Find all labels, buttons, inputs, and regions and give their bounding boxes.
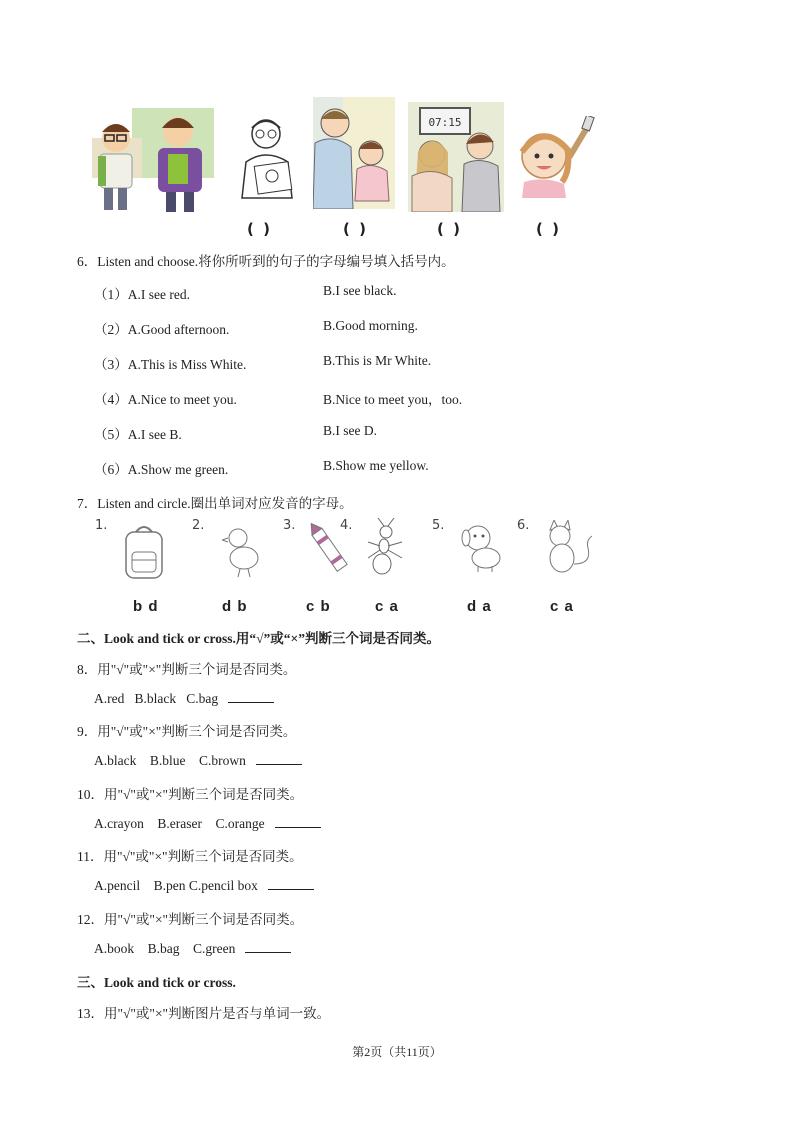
section-3-heading: 三、Look and tick or cross. bbox=[77, 975, 236, 990]
q6-item-1-a: （1）A.I see red. bbox=[94, 287, 190, 302]
bag-icon bbox=[120, 522, 168, 580]
q7-title: 7．Listen and circle.圈出单词对应发音的字母。 bbox=[77, 496, 353, 511]
q12-question: 12．用"√"或"×"判断三个词是否同类。 bbox=[77, 912, 304, 927]
answer-bracket-3[interactable]: ( ) bbox=[437, 220, 462, 238]
q7-letters-3[interactable]: c b bbox=[306, 598, 331, 615]
q12-options bbox=[94, 940, 291, 957]
q8-question: 8．用"√"或"×"判断三个词是否同类。 bbox=[77, 662, 297, 677]
q7-number-6: 6. bbox=[517, 518, 530, 533]
answer-bracket-2[interactable]: ( ) bbox=[343, 220, 368, 238]
dog-icon bbox=[456, 520, 506, 574]
q10-question: 10．用"√"或"×"判断三个词是否同类。 bbox=[77, 787, 304, 802]
page-footer: 第2页（共11页） bbox=[352, 1045, 442, 1059]
q7-number-3: 3. bbox=[283, 518, 296, 533]
q6-item-4-b: B.Nice to meet you，too. bbox=[323, 392, 463, 407]
q9-options-text: A.black B.blue C.brown bbox=[94, 753, 246, 768]
girl-raising-hand-picture bbox=[514, 116, 602, 198]
q6-item-6-a: （6）A.Show me green. bbox=[94, 462, 229, 477]
answer-bracket-1[interactable]: ( ) bbox=[247, 220, 272, 238]
q9-answer-blank[interactable] bbox=[256, 752, 302, 765]
q10-options bbox=[94, 815, 321, 832]
woman-and-girl-picture bbox=[313, 97, 395, 209]
q7-number-2: 2. bbox=[192, 518, 205, 533]
q7-letters-5[interactable]: d a bbox=[467, 598, 492, 615]
q11-question: 11．用"√"或"×"判断三个词是否同类。 bbox=[77, 849, 303, 864]
clock-scene-picture bbox=[408, 102, 504, 212]
q11-options-text: A.pencil B.pen C.pencil box bbox=[94, 878, 258, 893]
q7-letters-4[interactable]: c a bbox=[375, 598, 399, 615]
q6-item-5-a: （5）A.I see B. bbox=[94, 427, 182, 442]
q7-number-5: 5. bbox=[432, 518, 445, 533]
q9-question: 9．用"√"或"×"判断三个词是否同类。 bbox=[77, 724, 297, 739]
q6-item-3-b: B.This is Mr White. bbox=[323, 353, 432, 368]
man-with-drawing-picture bbox=[232, 112, 304, 200]
q8-options bbox=[94, 690, 274, 707]
q7-number-4: 4. bbox=[340, 518, 353, 533]
ant-icon bbox=[364, 518, 406, 578]
q6-item-4-a: （4）A.Nice to meet you. bbox=[94, 392, 237, 407]
q9-options bbox=[94, 752, 302, 769]
q12-answer-blank[interactable] bbox=[245, 940, 291, 953]
q13-question: 13．用"√"或"×"判断图片是否与单词一致。 bbox=[77, 1006, 331, 1021]
q7-letters-1[interactable]: b d bbox=[133, 598, 159, 615]
q8-answer-blank[interactable] bbox=[228, 690, 274, 703]
q6-item-3-a: （3）A.This is Miss White. bbox=[94, 357, 247, 372]
q7-letters-2[interactable]: d b bbox=[222, 598, 248, 615]
answer-bracket-4[interactable]: ( ) bbox=[536, 220, 561, 238]
q11-answer-blank[interactable] bbox=[268, 877, 314, 890]
q7-number-1: 1. bbox=[95, 518, 108, 533]
q6-item-5-b: B.I see D. bbox=[323, 423, 377, 438]
q10-answer-blank[interactable] bbox=[275, 815, 321, 828]
q6-item-1-b: B.I see black. bbox=[323, 283, 397, 298]
cat-icon bbox=[540, 520, 596, 576]
q7-letters-6[interactable]: c a bbox=[550, 598, 574, 615]
q6-item-2-a: （2）A.Good afternoon. bbox=[94, 322, 230, 337]
q8-options-text: A.red B.black C.bag bbox=[94, 691, 219, 706]
crayon-icon bbox=[305, 520, 353, 578]
q6-item-2-b: B.Good morning. bbox=[323, 318, 418, 333]
q6-item-6-b: B.Show me yellow. bbox=[323, 458, 429, 473]
q6-title: 6．Listen and choose.将你所听到的句子的字母编号填入括号内。 bbox=[77, 254, 455, 269]
two-boys-picture bbox=[92, 108, 214, 214]
q10-options-text: A.crayon B.eraser C.orange bbox=[94, 816, 265, 831]
duck-icon bbox=[222, 524, 262, 578]
q11-options bbox=[94, 877, 314, 894]
clock-text: 07:15 bbox=[428, 116, 462, 129]
section-2-heading: 二、Look and tick or cross.用“√”或“×”判断三个词是否同类。 bbox=[77, 631, 440, 646]
q12-options-text: A.book B.bag C.green bbox=[94, 941, 236, 956]
